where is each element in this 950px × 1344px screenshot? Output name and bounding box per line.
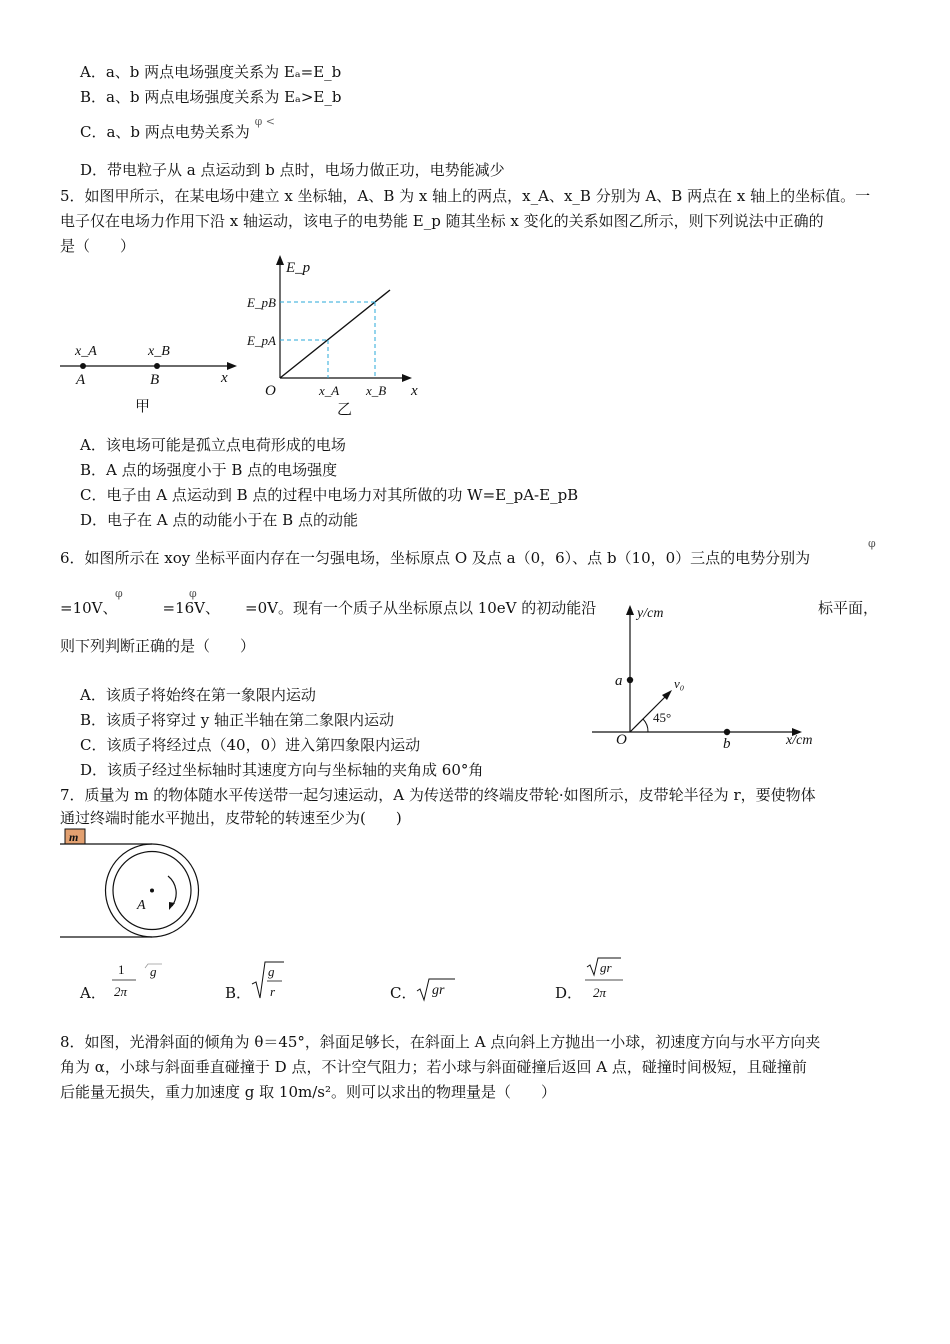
yi-ep-axis-label: E_p: [286, 260, 311, 276]
q7-option-d-formula: [583, 955, 628, 1005]
q7-wheel-label: A: [137, 898, 146, 913]
q6-stem-line2: [60, 598, 596, 618]
q7-d-numerator: gr: [600, 960, 612, 975]
yi-origin-label: O: [265, 383, 276, 399]
q7-a-denominator: 2π: [114, 984, 128, 999]
q4-option-c: [80, 115, 275, 144]
q7-stem-line2: 通过终端时能水平抛出，皮带轮的转速至少为( ): [60, 809, 402, 827]
q7-block-label: m: [69, 830, 79, 844]
yi-epa-label: E_pA: [247, 333, 276, 348]
q6-option-c: C．该质子将经过点（40，0）进入第四象限内运动: [80, 736, 421, 754]
jia-x-label: x: [221, 370, 228, 386]
q6-y-axis-label: y/cm: [637, 606, 664, 621]
q6-origin-label: O: [616, 732, 627, 748]
q4-option-d: D．带电粒子从 a 点运动到 b 点时，电场力做正功，电势能减少: [80, 161, 505, 179]
q5-figure-yi: [245, 250, 435, 420]
yi-x-label: x: [411, 383, 418, 399]
q4-option-c-text: C．a、b 两点电势关系为: [80, 123, 250, 141]
jia-A-label: A: [76, 372, 86, 388]
q6-phi-o: φ: [868, 537, 876, 550]
q7-option-d-label: D．: [555, 984, 583, 1002]
q7-option-c-formula: [415, 975, 460, 1003]
q7-option-b-label: B．: [225, 984, 252, 1002]
q6-stem-line2-end: 标平面，: [818, 599, 879, 617]
q5-figure-jia: [55, 335, 245, 415]
q6-figure: [590, 600, 830, 760]
q6-phi-b: φ: [189, 587, 197, 600]
q7-figure: [55, 828, 225, 943]
q7-d-denominator: 2π: [593, 985, 607, 1000]
q7-a-radicand: g: [150, 964, 157, 979]
q4-option-c-symbol: φ <: [254, 115, 275, 128]
q7-option-c-label: C．: [390, 984, 417, 1002]
q6-x-axis-label: x/cm: [786, 733, 813, 748]
q7-option-a-label: A．: [80, 984, 106, 1002]
yi-xB-label: x_B: [366, 383, 387, 398]
q6-phi-o-value: =10V、: [60, 599, 118, 617]
q7-option-b-formula: [250, 958, 290, 1003]
q8-stem-line1: 8．如图，光滑斜面的倾角为 θ＝45°，斜面足够长，在斜面上 A 点向斜上方抛出一小球，初速度方向与水平方向夹: [60, 1033, 821, 1051]
q7-stem-line1: 7．质量为 m 的物体随水平传送带一起匀速运动，A 为传送带的终端皮带轮·如图所示，皮带轮半径为 r，要使物体: [60, 786, 816, 804]
q6-option-a: A．该质子将始终在第一象限内运动: [80, 686, 316, 704]
q5-option-a: A．该电场可能是孤立点电荷形成的电场: [80, 436, 346, 454]
q6-stem-line3: 则下列判断正确的是（ ）: [60, 637, 256, 655]
q6-option-b: B．该质子将穿过 y 轴正半轴在第二象限内运动: [80, 711, 395, 729]
q6-phi-a: φ: [115, 587, 123, 600]
q4-option-b: B．a、b 两点电场强度关系为 Eₐ>E_b: [80, 88, 342, 106]
q6-v0-label: v₀: [674, 676, 685, 691]
q7-c-radicand: gr: [432, 983, 445, 998]
yi-ep-line: [280, 290, 390, 378]
q8-stem-line3: 后能量无损失，重力加速度 g 取 10m/s²。则可以求出的物理量是（ ）: [60, 1083, 556, 1101]
q4-option-a: A．a、b 两点电场强度关系为 Eₐ=E_b: [80, 63, 342, 81]
q6-point-b-label: b: [723, 736, 731, 752]
q6-stem-line1: 6．如图所示在 xoy 坐标平面内存在一匀强电场，坐标原点 O 及点 a（0，6）、点 b（10，0）三点的电势分别为: [60, 549, 811, 567]
q7-b-numerator: g: [268, 964, 275, 979]
q5-option-c: C．电子由 A 点运动到 B 点的过程中电场力对其所做的功 W=E_pA-E_pB: [80, 486, 579, 504]
yi-xA-label: x_A: [319, 383, 340, 398]
q5-stem-line1: 5．如图甲所示，在某电场中建立 x 坐标轴，A、B 为 x 轴上的两点，x_A、x_B 分别为 A、B 两点在 x 轴上的坐标值。一: [60, 187, 871, 205]
jia-xA-label: x_A: [75, 344, 97, 359]
jia-caption: 甲: [135, 399, 151, 415]
q6-stem-line2-rest: =0V。现有一个质子从坐标原点以 10eV 的初动能沿: [245, 599, 597, 617]
q7-b-denominator: r: [270, 984, 276, 999]
q5-option-b: B．A 点的场强度小于 B 点的电场强度: [80, 461, 338, 479]
q8-stem-line2: 角为 α，小球与斜面垂直碰撞于 D 点，不计空气阻力；若小球与斜面碰撞后返回 A 点，碰撞时间极短，且碰撞前: [60, 1058, 807, 1076]
jia-B-label: B: [150, 372, 160, 388]
q6-angle-label: 45°: [653, 710, 672, 725]
q6-phi-a-value: =16V、: [162, 599, 220, 617]
q6-option-d: D．该质子经过坐标轴时其速度方向与坐标轴的夹角成 60°角: [80, 761, 484, 779]
yi-caption: 乙: [337, 402, 353, 418]
q7-a-numerator: 1: [118, 962, 125, 977]
yi-epb-label: E_pB: [247, 295, 276, 310]
q5-option-d: D．电子在 A 点的动能小于在 B 点的动能: [80, 511, 358, 529]
q5-stem-line2: 电子仅在电场力作用下沿 x 轴运动，该电子的电势能 E_p 随其坐标 x 变化的关系如图乙所示，则下列说法中正确的: [60, 212, 824, 230]
jia-xB-label: x_B: [148, 344, 170, 359]
q6-point-a-label: a: [615, 673, 623, 689]
q7-option-a-formula: [110, 958, 165, 1003]
q5-stem-line3: 是（ ）: [60, 237, 136, 255]
